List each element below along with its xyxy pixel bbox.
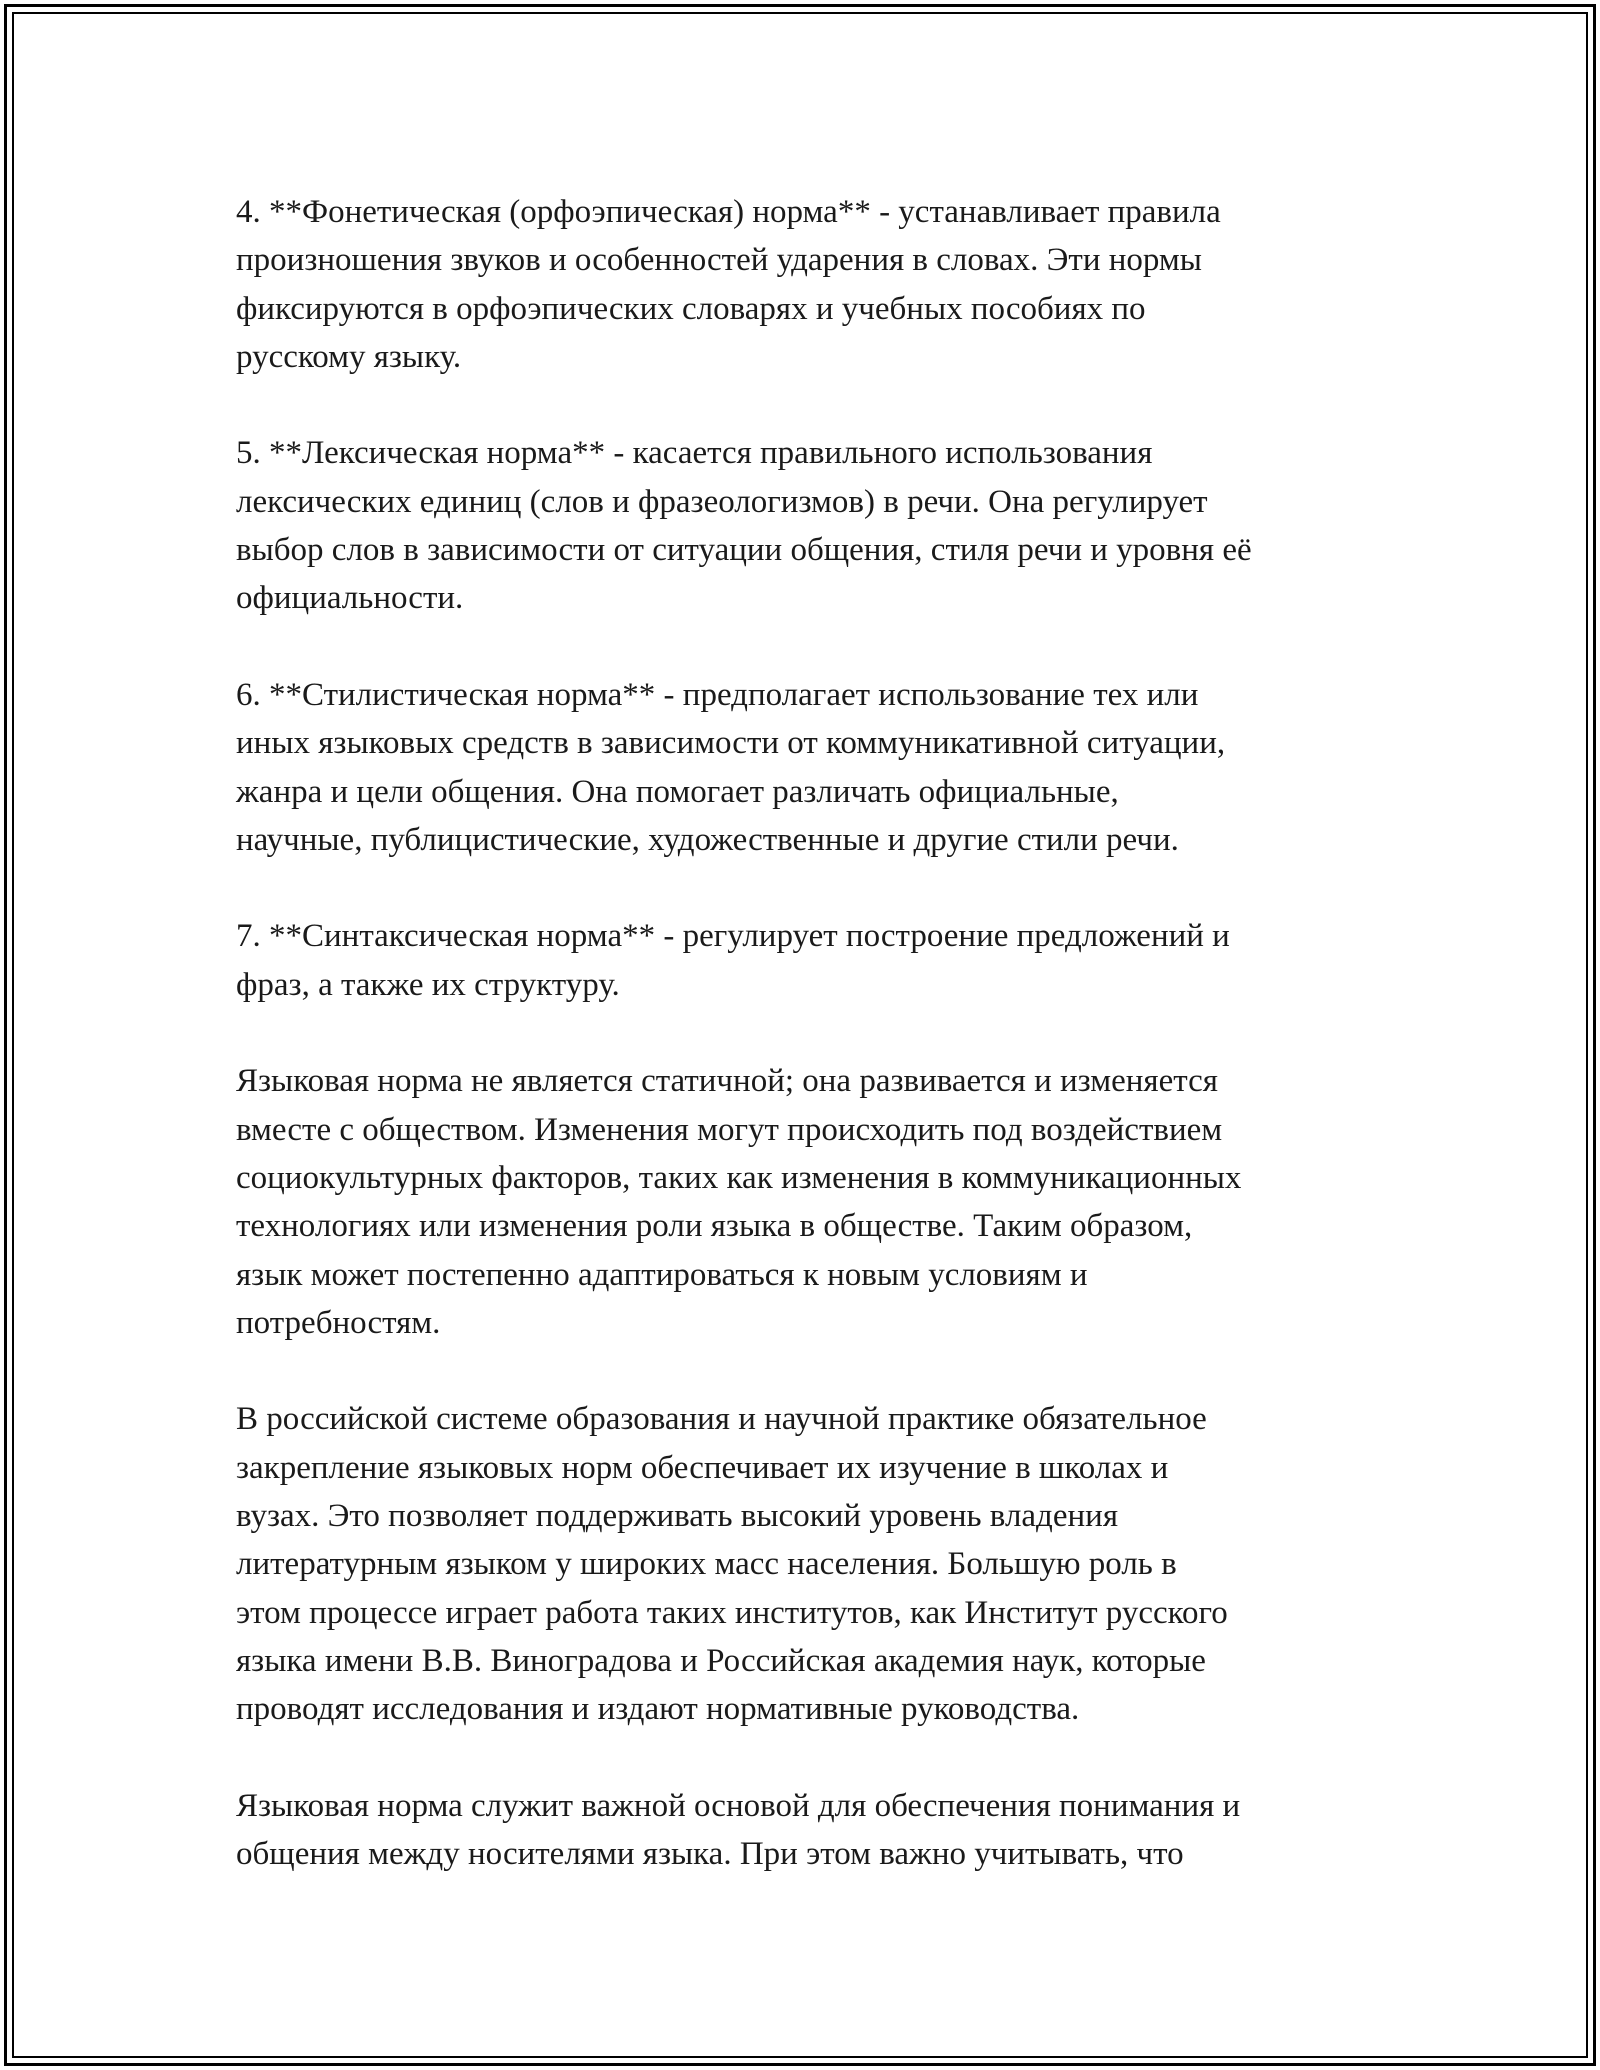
paragraph-norm-evolution: Языковая норма не является статичной; она развивается и изменяется вместе с обществом. Изменения могут происходить под воздействием социокультурных факторов, таких как изменения в коммуникационных технологиях или изменения роли языка в обществе. Таким образом, язык может постепенно адаптироваться к новым условиям и потребностям. bbox=[236, 1063, 1242, 1341]
document-body bbox=[236, 188, 1376, 1878]
paragraph-phonetic-norm: 4. **Фонетическая (орфоэпическая) норма** - устанавливает правила произношения звуков и особенностей ударения в словах. Эти нормы фиксируются в орфоэпических словарях и учебных пособиях по русскому языку. bbox=[236, 194, 1221, 375]
paragraph-syntactic-norm: 7. **Синтаксическая норма** - регулирует построение предложений и фраз, а также их структуру. bbox=[236, 918, 1230, 1003]
paragraph-lexical-norm: 5. **Лексическая норма** - касается правильного использования лексических единиц (слов и фразеологизмов) в речи. Она регулирует выбор слов в зависимости от ситуации общения, стиля речи и уровня её официальности. bbox=[236, 435, 1252, 617]
paragraph-norm-importance: Языковая норма служит важной основой для обеспечения понимания и общения между носителями языка. При этом важно учитывать, что bbox=[236, 1787, 1241, 1873]
paragraph-education-system: В российской системе образования и научной практике обязательное закрепление языковых норм обеспечивает их изучение в школах и вузах. Это позволяет поддерживать высокий уровень владения литературным языком у широких масс населения. Большую роль в этом процессе играет работа таких институтов, как Институт русского языка имени В.В. Виноградова и Российская академия наук, которые проводят исследования и издают нормативные руководства. bbox=[236, 1401, 1228, 1728]
paragraph-stylistic-norm: 6. **Стилистическая норма** - предполагает использование тех или иных языковых средств в зависимости от коммуникативной ситуации, жанра и цели общения. Она помогает различать официальные, научные, публицистические, художественные и другие стили речи. bbox=[236, 676, 1226, 858]
